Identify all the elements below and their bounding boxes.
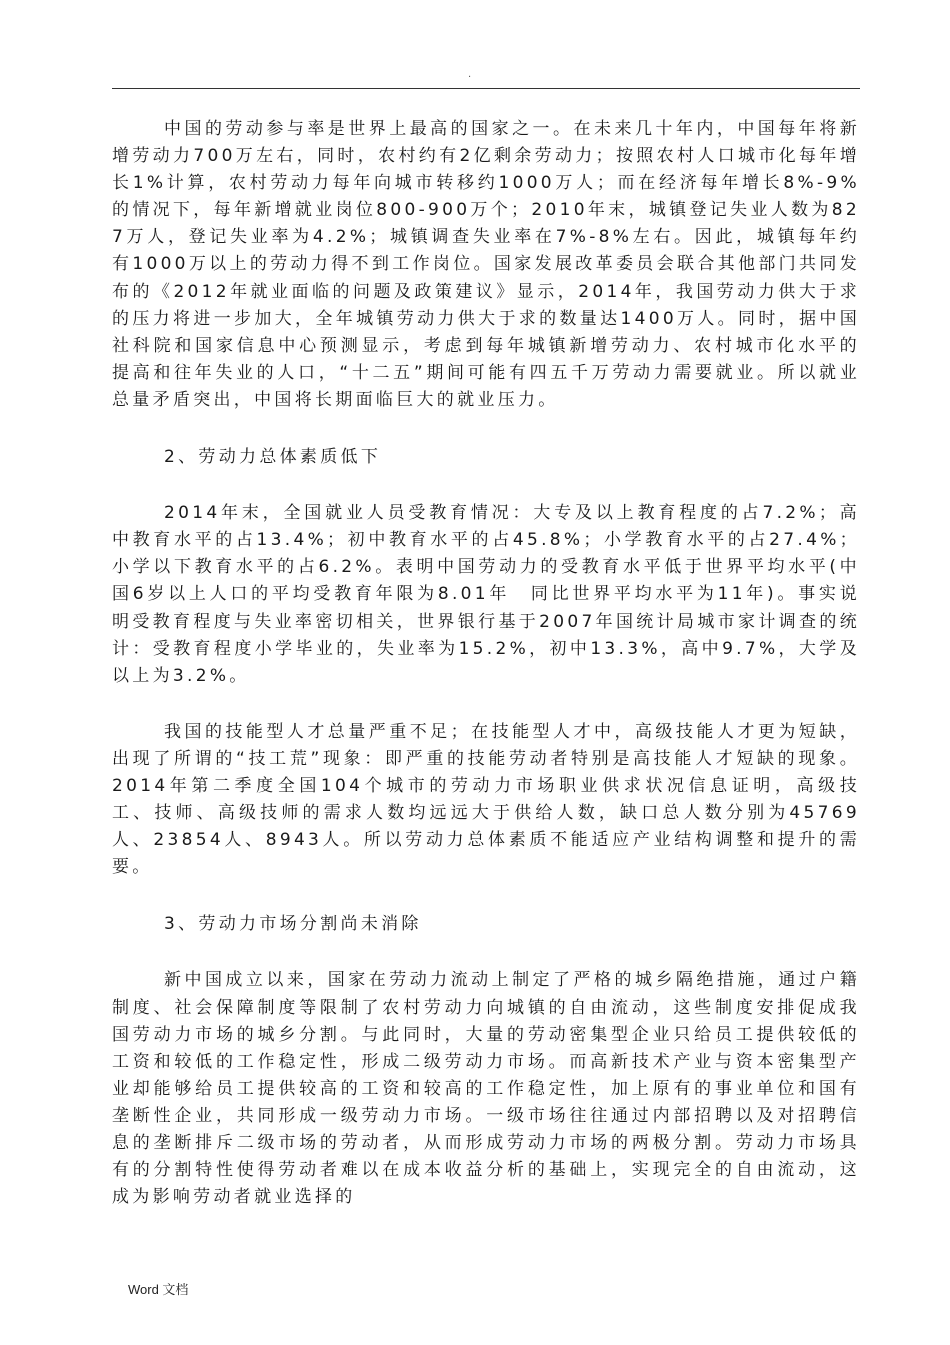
paragraph-labor-participation: 中国的劳动参与率是世界上最高的国家之一。在未来几十年内，中国每年将新增劳动力700万左右，同时，农村约有2亿剩余劳动力；按照农村人口城市化每年增长1%计算，农村劳动力每年向城市转移约1000万人；而在经济每年增长8%-9%的情况下，每年新增就业岗位800-900万个；2010年末，城镇登记失业人数为827万人，登记失业率为4.2%；城镇调查失业率在7%-8%左右。因此，城镇每年约有1000万以上的劳动力得不到工作岗位。国家发展改革委员会联合其他部门共同发布的《2012年就业面临的问题及政策建议》显示，2014年，我国劳动力供大于求的压力将进一步加大，全年城镇劳动力供大于求的数量达1400万人。同时，据中国社科院和国家信息中心预测显示，考虑到每年城镇新增劳动力、农村城市化水平的提高和往年失业的人口，“十二五”期间可能有四五千万劳动力需要就业。所以就业总量矛盾突出，中国将长期面临巨大的就业压力。 — [112, 119, 860, 410]
footer-label: Word 文档 — [128, 1282, 189, 1297]
header-rule — [112, 88, 860, 89]
paragraph-market-segmentation: 新中国成立以来，国家在劳动力流动上制定了严格的城乡隔绝措施，通过户籍制度、社会保障制度等限制了农村劳动力向城镇的自由流动，这些制度安排促成我国劳动力市场的城乡分割。与此同时，大量的劳动密集型企业只给员工提供较低的工资和较低的工作稳定性，形成二级劳动力市场。而高新技术产业与资本密集型产业却能够给员工提供较高的工资和较高的工作稳定性，加上原有的事业单位和国有垄断性企业，共同形成一级劳动力市场。一级市场往往通过内部招聘以及对招聘信息的垄断排斥二级市场的劳动者，从而形成劳动力市场的两极分割。劳动力市场具有的分割特性使得劳动者难以在成本收益分析的基础上，实现完全的自由流动，这成为影响劳动者就业选择的 — [112, 970, 860, 1208]
paragraph-skilled-talent: 我国的技能型人才总量严重不足；在技能型人才中，高级技能人才更为短缺，出现了所谓的“技工荒”现象：即严重的技能劳动者特别是高技能人才短缺的现象。2014年第二季度全国104个城市的劳动力市场职业供求状况信息证明，高级技工、技师、高级技师的需求人数均远远大于供给人数，缺口总人数分别为45769人、23854人、8943人。所以劳动力总体素质不能适应产业结构调整和提升的需要。 — [112, 721, 860, 878]
section-heading-labor-quality: 2、劳动力总体素质低下 — [164, 447, 382, 468]
document-body — [112, 116, 860, 1211]
section-heading-market-segmentation: 3、劳动力市场分割尚未消除 — [164, 914, 422, 935]
paragraph-education-level: 2014年末，全国就业人员受教育情况：大专及以上教育程度的占7.2%；高中教育水平的占13.4%；初中教育水平的占45.8%；小学教育水平的占27.4%；小学以下教育水平的占6.2%。表明中国劳动力的受教育水平低于世界平均水平(中国6岁以上人口的平均受教育年限为8.01年 同比世界平均水平为11年)。事实说明受教育程度与失业率密切相关，世界银行基于2007年国统计局城市家计调查的统计：受教育程度小学毕业的，失业率为15.2%，初中13.3%，高中9.7%，大学及以上为3.2%。 — [112, 503, 860, 686]
header-mark: . — [468, 69, 472, 80]
